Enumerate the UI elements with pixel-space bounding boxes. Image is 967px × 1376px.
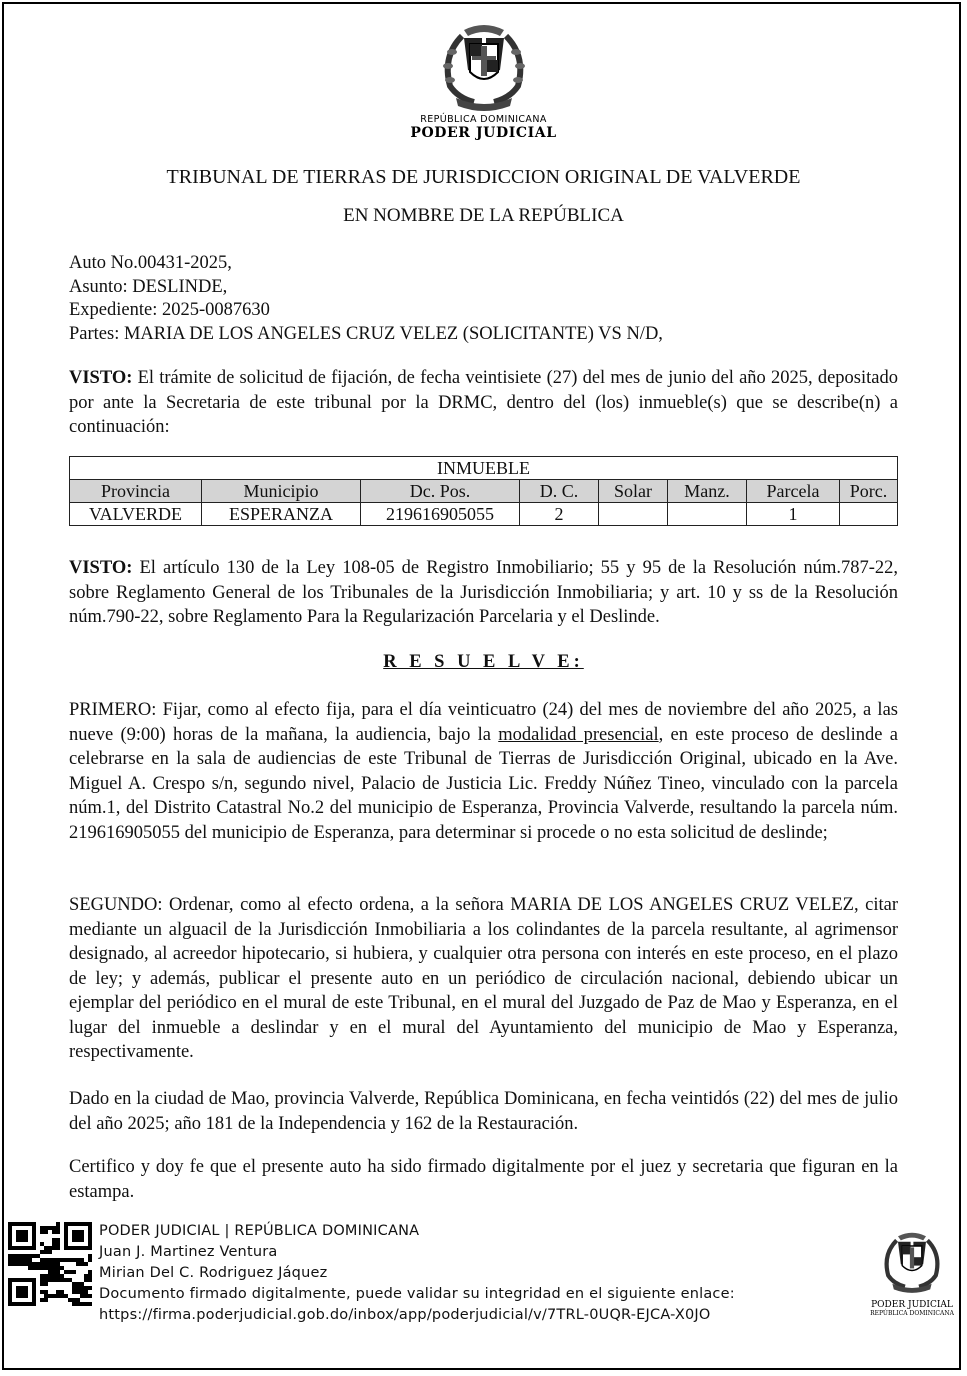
asunto: Asunto: DESLINDE, (69, 276, 228, 297)
cell-porc (840, 503, 898, 526)
visto-label: VISTO: (69, 558, 133, 578)
coat-of-arms-small-icon (877, 1226, 947, 1294)
auto-number: Auto No.00431-2025, (69, 253, 232, 273)
partes: Partes: MARIA DE LOS ANGELES CRUZ VELEZ (SOLICITANTE) VS N/D, (69, 323, 663, 344)
signature-footer (0, 1218, 967, 1338)
coat-of-arms-footer (862, 1226, 962, 1317)
coat-of-arms-header (0, 16, 967, 141)
cell-dc: 2 (520, 503, 599, 526)
signature-block (99, 1221, 735, 1326)
cell-solar (599, 503, 668, 526)
cell-provincia: VALVERDE (70, 503, 202, 526)
header-cell: Solar (599, 480, 668, 503)
table-header-row (70, 480, 898, 503)
header-cell: D. C. (520, 480, 599, 503)
emblem-country-text: REPÚBLICA DOMINICANA (420, 114, 547, 125)
dado-paragraph: Dado en la ciudad de Mao, provincia Valverde, República Dominicana, en fecha veintidós (22) del mes de julio del año 2025; año 181 de la Independencia y 162 de la Restauración. (69, 1089, 898, 1134)
modalidad-presencial: modalidad presencial (498, 724, 659, 745)
coat-of-arms-icon (434, 16, 534, 112)
cell-dc-pos: 219616905055 (361, 503, 520, 526)
validation-link[interactable]: https://firma.poderjudicial.gob.do/inbox/app/poderjudicial/v/7TRL-0UQR-EJCA-X0JO (99, 1307, 711, 1323)
cell-municipio: ESPERANZA (202, 503, 361, 526)
primero-text-end: , en este proceso de deslinde a celebrarse en la sala de audiencias de este Tribunal de Tierras de Jurisdicción Original, ubicado en la Ave. Miguel A. Crespo s/n, segundo nivel, Palacio de Justicia Lic. Freddy Núñez Tineo, vinculado con la parcela núm.1, del Distrito Catastral No.2 del municipio de Esperanza, Provincia Valverde, resultando la parcela núm. 219616905055 del municipio de Esperanza, para determinar si procede o no esta solicitud de deslinde; (69, 724, 899, 843)
qr-code-icon[interactable] (8, 1222, 92, 1306)
visto-text: El trámite de solicitud de fijación, de fecha veintisiete (27) del mes de junio del año 2025, depositado por ante la Secretaria de este tribunal por la DRMC, dentro del (los) inmueble(s) que se describe(n) a continuación: (69, 368, 898, 437)
emblem-poder-text: PODER JUDICIAL (410, 125, 557, 141)
signer-secretary: Mirian Del C. Rodriguez Jáquez (99, 1265, 328, 1281)
header-cell: Porc. (840, 480, 898, 503)
segundo-paragraph: SEGUNDO: Ordenar, como al efecto ordena, a la señora MARIA DE LOS ANGELES CRUZ VELEZ, citar mediante un alguacil de la Jurisdicción Inmobiliaria a los colindantes de la parcela resultante, al agrimensor designado, al acreedor hipotecario, si hubiera, y cualquier otra persona con interés en este proceso, en el plazo de ley; y además, publicar el presente auto en un periódico de circulación nacional, debiendo ubicar un ejemplar del periódico en el mural de este Tribunal, en el mural del Juzgado de Paz de Mao y Esperanza, en el lugar del inmueble a deslindar y en el mural del Ayuntamiento del municipio de Mao y Esperanza, respectivamente. (69, 895, 898, 1062)
table-row (70, 503, 898, 526)
visto-paragraph-2 (69, 556, 898, 630)
footer-emblem-country: REPÚBLICA DOMINICANA (870, 1310, 954, 1317)
visto-paragraph-1 (69, 366, 898, 440)
case-header (69, 252, 663, 346)
court-subtitle: EN NOMBRE DE LA REPÚBLICA (343, 205, 624, 226)
resuelve-text: R E S U E L V E: (383, 652, 584, 672)
footer-institution: PODER JUDICIAL | REPÚBLICA DOMINICANA (99, 1223, 420, 1239)
visto-label: VISTO: (69, 368, 133, 388)
primero-text: PRIMERO: Fijar, como al efecto fija, para el día veinticuatro (24) del mes de noviembre del año 2025, a las nueve (9:00) horas de la mañana, la audiencia, bajo la (69, 700, 898, 745)
header-cell: Municipio (202, 480, 361, 503)
primero-paragraph (69, 698, 898, 845)
table-caption: INMUEBLE (70, 457, 898, 480)
cell-manz (668, 503, 747, 526)
signer-judge: Juan J. Martinez Ventura (99, 1244, 278, 1260)
visto-text: El artículo 130 de la Ley 108-05 de Registro Inmobiliario; 55 y 95 de la Resolución núm.787-22, sobre Reglamento General de los Tribunales de la Jurisdicción Inmobiliaria; y art. 10 y ss de la Resolución núm.790-22, sobre Reglamento Para la Regularización Parcelaria y el Deslinde. (69, 558, 898, 627)
header-cell: Parcela (747, 480, 840, 503)
resuelve-heading (0, 652, 967, 673)
validation-note: Documento firmado digitalmente, puede validar su integridad en el siguiente enlace: (99, 1286, 735, 1302)
header-cell: Provincia (70, 480, 202, 503)
court-title: TRIBUNAL DE TIERRAS DE JURISDICCION ORIGINAL DE VALVERDE (166, 166, 801, 188)
certifico-paragraph: Certifico y doy fe que el presente auto ha sido firmado digitalmente por el juez y secretaria que figuran en la estampa. (69, 1157, 898, 1202)
expediente: Expediente: 2025-0087630 (69, 300, 270, 320)
footer-emblem-poder: PODER JUDICIAL (871, 1300, 953, 1310)
header-cell: Dc. Pos. (361, 480, 520, 503)
cell-parcela: 1 (747, 503, 840, 526)
header-cell: Manz. (668, 480, 747, 503)
property-table (69, 456, 898, 526)
